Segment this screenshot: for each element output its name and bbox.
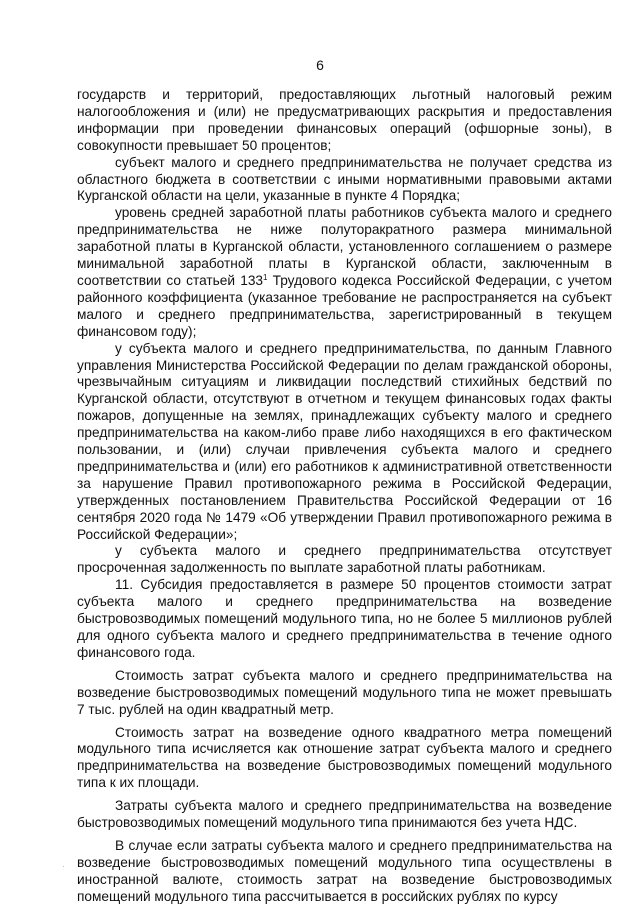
salary-text-before: уровень средней заработной платы работников субъекта малого и среднего предпринимательства не ниже полуторакратного размера минимальной заработной платы в Курганской области, установленного соглашением о размере минимальной заработной платы в Курганской области, заключенным в соответствии со статьей 133 bbox=[77, 205, 612, 288]
paragraph-average-salary bbox=[77, 205, 612, 340]
paragraph-subsidy-amount: 11. Субсидия предоставляется в размере 50 процентов стоимости затрат субъекта малого и среднего предпринимательства на возведение быстровозводимых помещений модульного типа, но не более 5 миллионов рублей для одного субъекта малого и среднего предпринимательства в течение одного финансового года. bbox=[77, 577, 612, 660]
salary-text-after: Трудового кодекса Российской Федерации, с учетом районного коэффициента (указанное требование не распространяется на субъект малого и среднего предпринимательства, зарегистрированный в текущем финансовом году); bbox=[77, 272, 612, 339]
document-body bbox=[77, 87, 612, 906]
paragraph-offshore-share: государств и территорий, предоставляющих льготный налоговый режим налогообложения и (или) не предусматривающих раскрытия и предоставления информации при проведении финансовых операций (офшорные зоны), в совокупности превышает 50 процентов; bbox=[77, 87, 612, 153]
paragraph-cost-per-square-meter: Стоимость затрат на возведение одного квадратного метра помещений модульного типа исчисляется как отношение затрат субъекта малого и среднего предпринимательства на возведение быстровозводимых помещений модульного типа к их площади. bbox=[77, 724, 612, 791]
paragraph-cost-limit: Стоимость затрат субъекта малого и среднего предпринимательства на возведение быстровозводимых помещений модульного типа не может превышать 7 тыс. рублей на один квадратный метр. bbox=[77, 667, 612, 717]
article-superscript: 1 bbox=[263, 272, 268, 282]
paragraph-foreign-currency: В случае если затраты субъекта малого и среднего предпринимательства на возведение быстровозводимых помещений модульного типа осуществлены в иностранной валюте, стоимость затрат на возведение быстровозводимых помещений модульного типа рассчитывается в российских рублях по курсу bbox=[77, 837, 612, 904]
paragraph-no-regional-funds: субъект малого и среднего предпринимательства не получает средства из областного бюджета в соответствии с иными нормативными правовыми актами Курганской области на цели, указанные в пункте 4 Порядка; bbox=[77, 154, 612, 204]
scan-speck bbox=[63, 866, 64, 867]
paragraph-without-vat: Затраты субъекта малого и среднего предпринимательства на возведение быстровозводимых помещений модульного типа принимаются без учета НДС. bbox=[77, 798, 612, 831]
paragraph-no-wage-arrears: у субъекта малого и среднего предпринимательства отсутствует просроченная задолженность по выплате заработной платы работникам. bbox=[77, 543, 612, 576]
paragraph-fire-safety: у субъекта малого и среднего предпринимательства, по данным Главного управления Министерства Российской Федерации по делам гражданской обороны, чрезвычайным ситуациям и ликвидации последствий стихийных бедствий по Курганской области, отсутствуют в отчетном и текущем финансовых годах факты пожаров, допущенные на землях, принадлежащих субъекту малого и среднего предпринимательства на каком-либо праве либо находящихся в его фактическом пользовании, и (или) случаи привлечения субъекта малого и среднего предпринимательства и (или) его работников к административной ответственности за нарушение Правил противопожарного режима в Российской Федерации, утвержденных постановлением Правительства Российской Федерации от 16 сентября 2020 года № 1479 «Об утверждении Правил противопожарного режима в Российской Федерации»; bbox=[77, 340, 612, 542]
page-number: 6 bbox=[316, 57, 324, 73]
